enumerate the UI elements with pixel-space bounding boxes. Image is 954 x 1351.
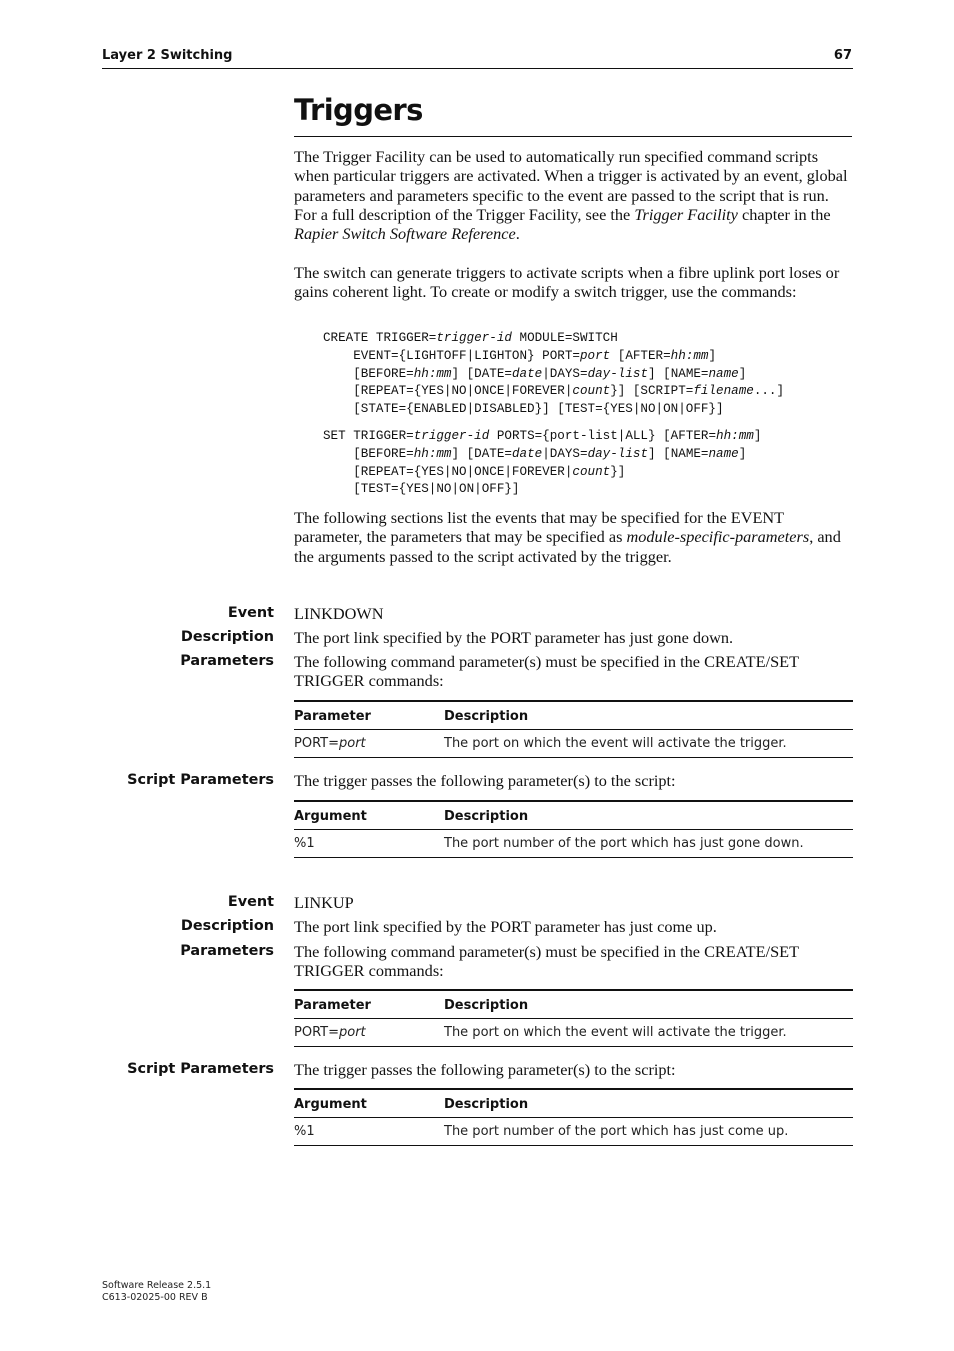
column-header: Argument — [294, 801, 444, 830]
event-description: The port link specified by the PORT parameter has just gone down. — [294, 628, 734, 647]
syntax-placeholder: hh:mm — [413, 366, 452, 381]
syntax-keyword: [BEFORE= — [323, 366, 414, 381]
ref-trigger-facility: Trigger Facility — [634, 204, 738, 224]
script-parameters-label: Script Parameters — [127, 772, 274, 788]
column-header: Description — [444, 1089, 853, 1118]
create-trigger-syntax — [323, 330, 863, 419]
syntax-keyword: ] [DATE= — [451, 446, 512, 461]
syntax-placeholder: hh:mm — [413, 446, 452, 461]
set-trigger-syntax — [323, 428, 863, 499]
intro-paragraph-2: The switch can generate triggers to activate scripts when a fibre uplink port loses or gains coherent light. To create or modify a switch trigger, use the commands: — [294, 263, 840, 302]
table-row — [294, 1118, 853, 1146]
title-rule — [294, 136, 852, 137]
column-header: Description — [444, 701, 853, 730]
syntax-keyword: MODULE=SWITCH — [511, 331, 618, 345]
syntax-placeholder: hh:mm — [670, 348, 709, 363]
syntax-keyword: ...] — [753, 384, 785, 399]
syntax-placeholder: day-list — [587, 366, 649, 381]
syntax-keyword: [AFTER= — [610, 348, 671, 363]
description-cell: The port number of the port which has just come up. — [444, 1118, 853, 1146]
event-description: The port link specified by the PORT parameter has just come up. — [294, 917, 717, 936]
syntax-line — [323, 366, 863, 384]
page-number: 67 — [833, 48, 852, 63]
syntax-placeholder: day-list — [587, 446, 649, 461]
syntax-placeholder: name — [708, 446, 739, 461]
syntax-line — [323, 348, 863, 366]
syntax-keyword: ] — [753, 429, 762, 443]
syntax-line — [323, 481, 863, 499]
syntax-keyword: ] [NAME= — [648, 446, 709, 461]
syntax-keyword: }] [SCRIPT= — [610, 384, 694, 399]
syntax-keyword: PORTS={port-list|ALL} [AFTER= — [489, 429, 717, 443]
syntax-placeholder: hh:mm — [716, 429, 754, 443]
argument-table — [294, 800, 853, 858]
parameter-table — [294, 700, 853, 758]
following-text: The following sections list the events that may be specified for the EVENT parameter, the parameters that may be specified as — [294, 508, 784, 547]
parameter-key: PORT= — [294, 735, 339, 751]
script-parameters-label: Script Parameters — [127, 1061, 274, 1077]
module-specific-parameters-term: module-specific-parameters — [626, 527, 810, 547]
column-header: Description — [444, 801, 853, 830]
syntax-keyword: CREATE TRIGGER= — [323, 331, 437, 345]
syntax-keyword: [TEST={YES|NO|ON|OFF}] — [323, 482, 520, 497]
syntax-keyword: EVENT={LIGHTOFF|LIGHTON} PORT= — [323, 348, 580, 363]
description-cell: The port number of the port which has just gone down. — [444, 830, 853, 858]
syntax-line — [323, 330, 863, 348]
footer-doc-number: C613-02025-00 REV B — [102, 1292, 208, 1303]
syntax-keyword: |DAYS= — [542, 366, 588, 381]
parameter-cell — [294, 1019, 444, 1047]
parameters-text: The following command parameter(s) must be specified in the CREATE/SET TRIGGER commands: — [294, 942, 799, 981]
syntax-keyword: ] [NAME= — [648, 366, 709, 381]
page-footer — [102, 1280, 211, 1304]
parameter-table — [294, 989, 853, 1047]
running-header — [102, 48, 852, 63]
parameters-text: The following command parameter(s) must be specified in the CREATE/SET TRIGGER commands: — [294, 652, 799, 691]
syntax-line — [323, 446, 863, 464]
syntax-keyword: [REPEAT={YES|NO|ONCE|FOREVER| — [323, 384, 573, 399]
syntax-keyword: ] [DATE= — [451, 366, 512, 381]
event-name: LINKDOWN — [294, 604, 384, 623]
table-header-row — [294, 1089, 853, 1118]
argument-table — [294, 1088, 853, 1146]
column-header: Argument — [294, 1089, 444, 1118]
table-header-row — [294, 990, 853, 1019]
parameter-value-placeholder: port — [339, 1024, 366, 1040]
syntax-line — [323, 428, 863, 446]
syntax-placeholder: count — [572, 384, 611, 399]
parameters-label: Parameters — [180, 653, 274, 669]
header-rule — [102, 68, 853, 69]
syntax-placeholder: date — [511, 366, 543, 381]
syntax-keyword: ] — [738, 446, 747, 461]
syntax-placeholder: filename — [693, 384, 754, 399]
syntax-placeholder: port — [579, 348, 611, 363]
intro-text: The Trigger Facility can be used to automatically run specified command scripts when particular triggers are activated. When a trigger is activated by an event, global parameters and parameters specific to the event are passed to the script that is run. For a full description of the Trigger Facility, see the — [294, 147, 848, 224]
table-header-row — [294, 801, 853, 830]
syntax-line — [323, 464, 863, 482]
footer-release: Software Release 2.5.1 — [102, 1280, 212, 1291]
header-section-title: Layer 2 Switching — [102, 48, 233, 63]
column-header: Parameter — [294, 701, 444, 730]
intro-text: . — [515, 224, 520, 244]
intro-text: chapter in the — [737, 204, 831, 224]
parameter-cell — [294, 730, 444, 758]
page-title: Triggers — [294, 93, 423, 127]
event-name: LINKUP — [294, 893, 354, 912]
syntax-placeholder: count — [572, 464, 611, 479]
script-parameters-text: The trigger passes the following parameter(s) to the script: — [294, 771, 676, 790]
intro-paragraph-1 — [294, 147, 854, 243]
script-parameters-text: The trigger passes the following parameter(s) to the script: — [294, 1060, 676, 1079]
syntax-keyword: [STATE={ENABLED|DISABLED}] [TEST={YES|NO|ON|OFF}] — [323, 402, 724, 417]
column-header: Parameter — [294, 990, 444, 1019]
description-label: Description — [180, 918, 274, 934]
following-paragraph — [294, 508, 854, 566]
syntax-keyword: }] — [610, 464, 626, 479]
parameter-value-placeholder: port — [339, 735, 366, 751]
table-row — [294, 830, 853, 858]
syntax-keyword: ] — [708, 348, 717, 363]
argument-cell: %1 — [294, 1118, 444, 1146]
syntax-keyword: ] — [738, 366, 747, 381]
syntax-keyword: [BEFORE= — [323, 446, 414, 461]
table-header-row — [294, 701, 853, 730]
parameter-key: PORT= — [294, 1024, 339, 1040]
syntax-keyword: |DAYS= — [542, 446, 588, 461]
syntax-placeholder: trigger-id — [413, 429, 490, 443]
description-cell: The port on which the event will activate the trigger. — [444, 1019, 853, 1047]
column-header: Description — [444, 990, 853, 1019]
syntax-placeholder: trigger-id — [436, 331, 512, 345]
event-label: Event — [227, 605, 274, 621]
syntax-placeholder: date — [511, 446, 543, 461]
event-label: Event — [227, 894, 274, 910]
description-label: Description — [180, 629, 274, 645]
syntax-line — [323, 383, 863, 401]
ref-software-reference: Rapier Switch Software Reference — [294, 224, 516, 244]
description-cell: The port on which the event will activate the trigger. — [444, 730, 853, 758]
table-row — [294, 730, 853, 758]
parameters-label: Parameters — [180, 943, 274, 959]
syntax-keyword: [REPEAT={YES|NO|ONCE|FOREVER| — [323, 464, 573, 479]
syntax-keyword: SET TRIGGER= — [323, 429, 414, 443]
following-text: , and the arguments passed to the script activated by the trigger. — [294, 527, 841, 566]
table-row — [294, 1019, 853, 1047]
syntax-line — [323, 401, 863, 419]
argument-cell: %1 — [294, 830, 444, 858]
syntax-placeholder: name — [708, 366, 739, 381]
